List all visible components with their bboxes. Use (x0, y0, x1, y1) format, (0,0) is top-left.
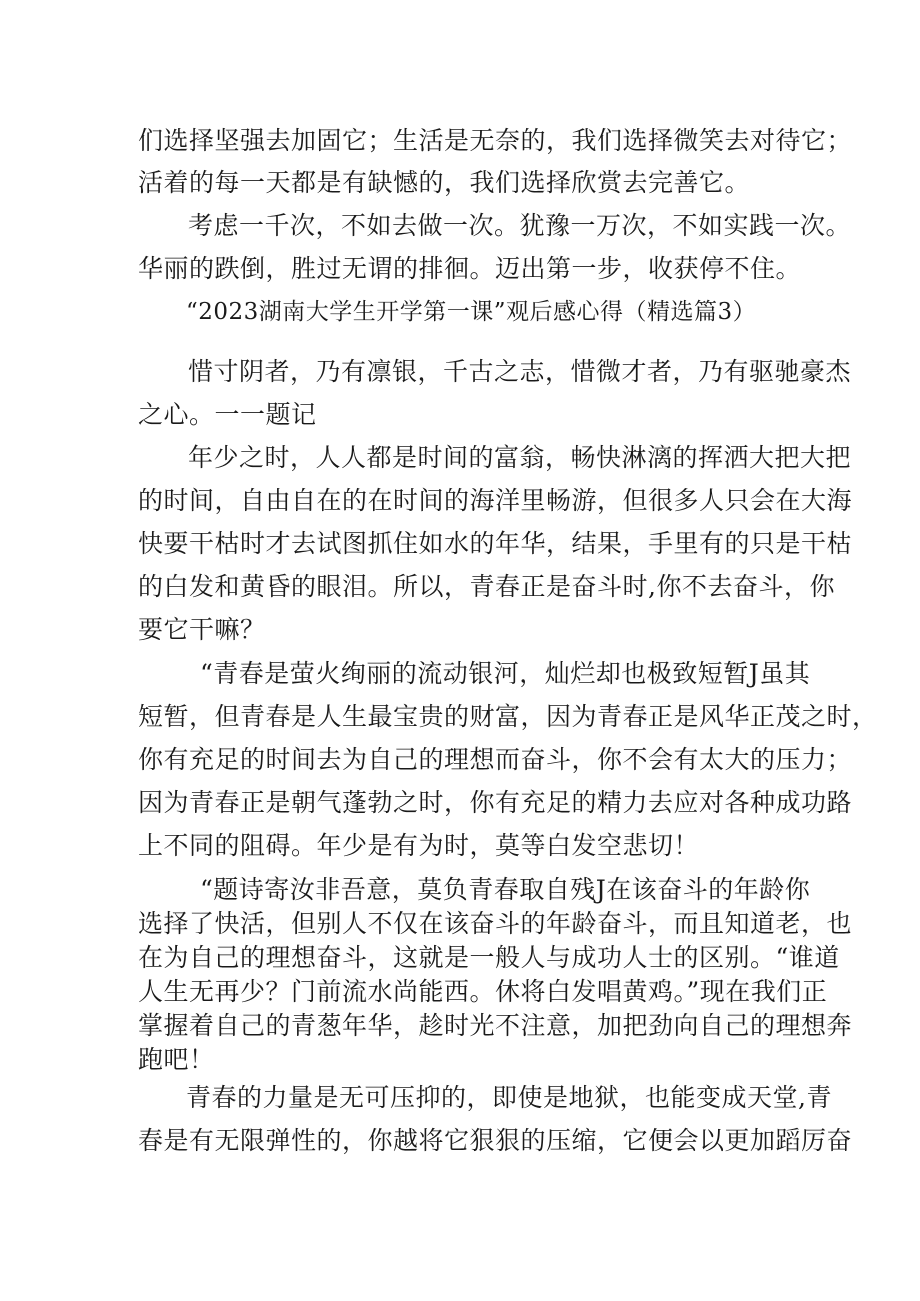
paragraph-line: 年少之时，人人都是时间的富翁，畅快淋漓的挥洒大把大把 (188, 443, 852, 472)
paragraph-line: 惜寸阴者，乃有凛银，千古之志，惜微才者，乃有驱驰豪杰 (188, 357, 852, 386)
paragraph-line: “题诗寄汝非吾意，莫负青春取自残J在该奋斗的年龄你 (200, 875, 811, 904)
paragraph-line: 跑吧！ (138, 1045, 215, 1074)
paragraph-line: 你有充足的时间去为自己的理想而奋斗，你不会有太大的压力； (138, 745, 853, 774)
paragraph-line: 快要干枯时才去试图抓住如水的年华，结果，手里有的只是干枯 (138, 529, 853, 558)
paragraph-line: 的时间，自由自在的在时间的海洋里畅游，但很多人只会在大海 (138, 486, 853, 515)
paragraph-line: 春是有无限弹性的，你越将它狠狠的压缩，它便会以更加蹈厉奋 (138, 1126, 853, 1155)
paragraph-line: 短暂，但青春是人生最宝贵的财富，因为青春正是风华正茂之时， (138, 702, 878, 731)
paragraph-line: 们选择坚强去加固它；生活是无奈的，我们选择微笑去对待它； (138, 126, 853, 155)
paragraph-line: 掌握着自己的青葱年华，趁时光不注意，加把劲向自己的理想奔 (138, 1011, 853, 1040)
paragraph-line: 活着的每一天都是有缺憾的，我们选择欣赏去完善它。 (138, 168, 751, 197)
paragraph-line: 人生无再少？门前流水尚能西。休将白发唱黄鸡。”现在我们正 (138, 977, 828, 1006)
paragraph-line: 要它干嘛？ (138, 615, 266, 644)
paragraph-line: 的白发和黄昏的眼泪。所以，青春正是奋斗时,你不去奋斗，你 (138, 572, 835, 601)
paragraph-line: 因为青春正是朝气蓬勃之时，你有充足的精力去应对各种成功路 (138, 788, 853, 817)
paragraph-line: 选择了快活，但别人不仅在该奋斗的年龄奋斗，而且知道老，也 (138, 909, 853, 938)
paragraph-line: “青春是萤火绚丽的流动银河，灿烂却也极致短暂J虽其 (200, 659, 811, 688)
paragraph-line: 考虑一千次，不如去做一次。犹豫一万次，不如实践一次。 (188, 211, 852, 240)
paragraph-line: 在为自己的理想奋斗，这就是一般人与成功人士的区别。“谁道 (138, 943, 840, 972)
paragraph-line: 之心。一一题记 (138, 400, 317, 429)
paragraph-line: 上不同的阻碍。年少是有为时，莫等白发空悲切！ (138, 831, 700, 860)
paragraph-line: 青春的力量是无可压抑的，即使是地狱，也能变成天堂,青 (186, 1083, 832, 1112)
section-heading: “2023湖南大学生开学第一课”观后感心得（精选篇3） (186, 299, 757, 325)
paragraph-line: 华丽的跌倒，胜过无谓的排徊。迈出第一步，收获停不住。 (138, 254, 802, 283)
